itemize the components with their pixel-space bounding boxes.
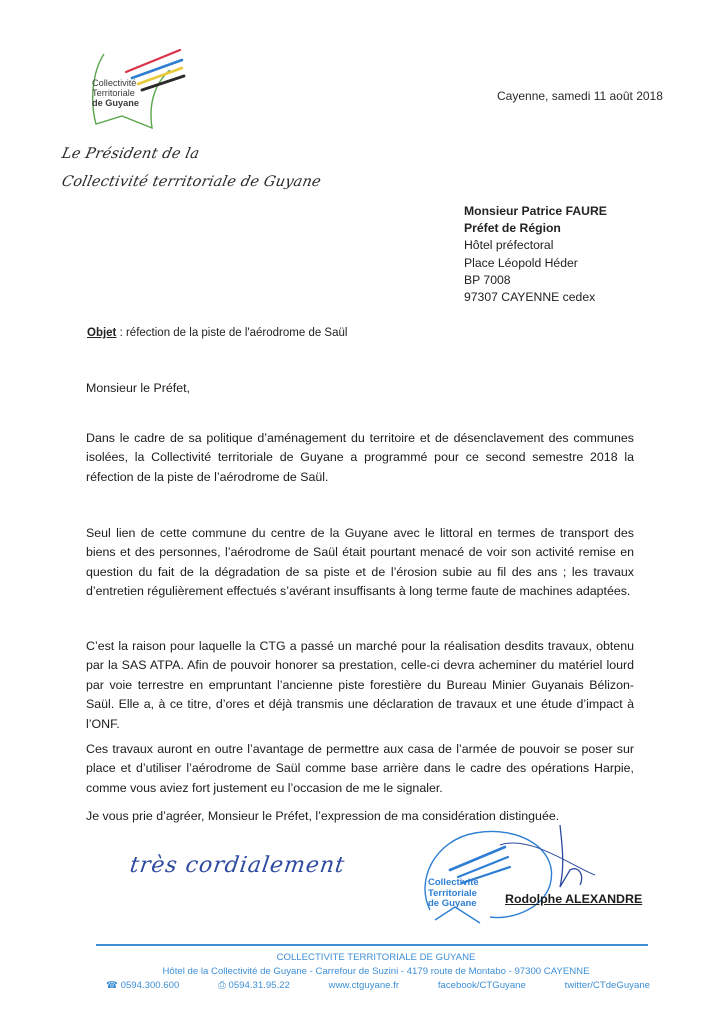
stamp-line-1: Collectivité [428, 877, 479, 888]
recipient-name: Monsieur Patrice FAURE [464, 204, 607, 218]
recipient-address-line: Hôtel préfectoral [464, 238, 554, 253]
footer-twitter[interactable]: twitter/CTdeGuyane [564, 980, 650, 992]
body-paragraph-2: Seul lien de cette commune du centre de la Guyane avec le littoral en termes de transport des biens et des personnes, l’aérodrome de Saül était pourtant menacé de voir son activité remise en question du fait de la dégradation de sa piste et de l’érosion subie au fil des ans ; les travaux d’entretien régulièrement effectués s’avérant insuffisants à long terme faute de machines adaptées. [86, 526, 634, 599]
stamp-stroke [450, 847, 505, 870]
sender-title-line-2: Collectivité territoriale de Guyane [60, 174, 323, 190]
sender-title-line-1: Le Président de la [60, 146, 201, 162]
salutation: Monsieur le Préfet, [86, 381, 190, 395]
stamp-line-3: de Guyane [428, 898, 477, 909]
stamp-stroke [458, 857, 508, 877]
footer-fax-number: 0594.31.95.22 [228, 980, 290, 992]
logo-text [92, 78, 139, 108]
body-paragraph-4: Ces travaux auront en outre l’avantage de permettre aux casa de l’armée de pouvoir se poser sur place et d’utiliser l’aérodrome de Saül comme base arrière dans le cadre des opérations Harpie, comme vous aviez fort justement eu l’occasion de me le signaler. [86, 742, 634, 795]
footer-address: Hôtel de la Collectivité de Guyane - Carrefour de Suzini - 4179 route de Montabo - 97300 CAYENNE [162, 966, 590, 978]
stamp-line-2: Territoriale [428, 887, 477, 899]
footer-fax [218, 979, 290, 993]
footer-org-name: COLLECTIVITE TERRITORIALE DE GUYANE [276, 952, 476, 963]
footer-phone [106, 979, 179, 993]
handwritten-note: très cordialement [128, 853, 347, 878]
recipient-address-line: Place Léopold Héder [464, 255, 578, 270]
letter-date: Cayenne, samedi 11 août 2018 [497, 89, 663, 103]
logo-line-1: Collectivité [92, 78, 137, 88]
logo-stroke-red [126, 50, 180, 72]
official-stamp [410, 825, 610, 925]
subject-line [87, 327, 347, 339]
recipient-block [464, 203, 607, 306]
recipient-address-line: BP 7008 [464, 272, 511, 287]
sender-title [62, 140, 321, 196]
recipient-address-line: 97307 CAYENNE cedex [464, 290, 596, 305]
footer-divider [96, 944, 648, 946]
letterhead-footer [96, 951, 656, 994]
logo-stroke-blue [132, 60, 182, 78]
logo-line-3: de Guyane [92, 98, 139, 108]
body-paragraph-3: C’est la raison pour laquelle la CTG a passé un marché pour la réalisation desdits travaux, obtenu par la SAS ATPA. Afin de pouvoir honorer sa prestation, celle-ci devra acheminer du matériel lourd par voie terrestre en empruntant l’ancienne piste forestière du Bureau Minier Guyanais Bélizon-Saül. Elle a, à ce titre, d’ores et déjà transmis une déclaration de travaux et une étude d’impact à l’ONF. [86, 639, 634, 731]
closing-formula: Je vous prie d’agréer, Monsieur le Préfet, l’expression de ma considération distinguée. [86, 809, 560, 823]
footer-contacts [96, 979, 656, 993]
footer-facebook[interactable]: facebook/CTGuyane [437, 980, 526, 992]
phone-icon: ☎ [106, 980, 118, 992]
recipient-title: Préfet de Région [464, 221, 561, 236]
subject-text: : réfection de la piste de l'aérodrome de Saül [116, 327, 348, 339]
body-paragraph-1: Dans le cadre de sa politique d’aménagement du territoire et de désenclavement des communes isolées, la Collectivité territoriale de Guyane a programmé pour ce second semestre 2018 la réfection de la piste de l’aérodrome de Saül. [86, 431, 634, 484]
signer-name: Rodolphe ALEXANDRE [505, 892, 643, 906]
subject-label: Objet [87, 327, 117, 339]
footer-website[interactable]: www.ctguyane.fr [328, 980, 400, 992]
footer-phone-number: 0594.300.600 [120, 980, 180, 992]
fax-icon: ⎙ [218, 980, 226, 992]
signature-stroke [560, 825, 582, 887]
logo-line-2: Territoriale [92, 88, 135, 98]
stamp-text [428, 878, 479, 910]
